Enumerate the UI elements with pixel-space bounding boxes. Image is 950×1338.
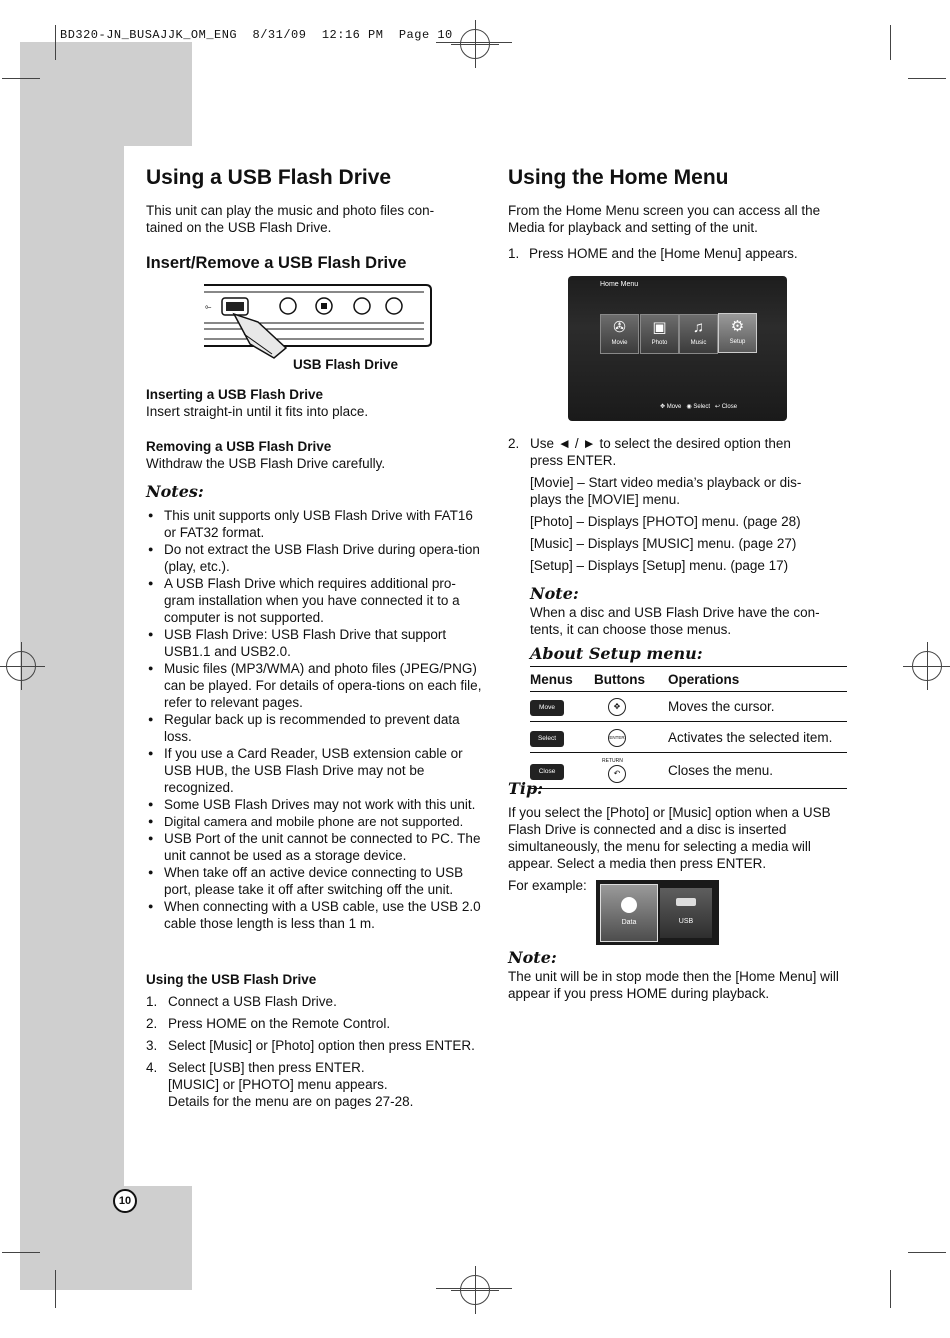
svg-text:⟜: ⟜ — [205, 302, 212, 311]
menu-tile-label: Movie — [611, 340, 628, 346]
step-number: 3. — [146, 1038, 158, 1053]
gear-icon: ⚙ — [730, 318, 745, 335]
notes-list — [146, 507, 484, 932]
list-item — [146, 993, 476, 1010]
move-button-icon: Move — [530, 700, 564, 716]
table-header-row — [530, 668, 847, 692]
menu-tile-photo[interactable] — [640, 314, 679, 354]
note2-heading: Note: — [508, 948, 557, 967]
film-reel-icon: ✇ — [613, 319, 626, 336]
note1-heading: Note: — [530, 584, 579, 603]
home-menu-title: Home Menu — [600, 281, 639, 288]
step-number: 1. — [146, 994, 158, 1009]
option-movie: [Movie] – Start video media’s playback or dis-plays the [MOVIE] menu. — [530, 475, 802, 507]
crop-mark — [890, 1270, 891, 1308]
return-button-label: RETURN — [602, 758, 623, 764]
picture-icon: ▣ — [652, 319, 667, 336]
using-steps — [146, 993, 476, 1115]
note2-text: The unit will be in stop mode then the [Home Menu] will appear if you press HOME during playback. — [508, 969, 839, 1001]
crop-mark — [2, 1252, 40, 1253]
menu-tile-label: Photo — [651, 340, 668, 346]
footer-move: Move — [666, 404, 682, 410]
table-cell — [530, 722, 594, 753]
step-text: Connect a USB Flash Drive. — [168, 994, 337, 1009]
registration-mark — [6, 651, 36, 681]
move-icon: ✥ — [660, 404, 666, 410]
list-item: ● A USB Flash Drive which requires additional pro-gram installation when you have connected it to a computer is not supported. — [146, 575, 484, 626]
home-menu-screen — [568, 276, 787, 421]
inserting-text: Insert straight-in until it fits into place. — [146, 404, 369, 419]
table-row — [530, 722, 847, 753]
return-icon: ↩ — [715, 404, 721, 410]
option-photo: [Photo] – Displays [PHOTO] menu. (page 28) — [530, 514, 801, 529]
menu-tile-setup[interactable] — [718, 313, 757, 353]
list-item: ● USB Flash Drive: USB Flash Drive that support USB1.1 and USB2.0. — [146, 626, 484, 660]
registration-mark — [912, 651, 942, 681]
list-item — [146, 1059, 476, 1110]
illustration-caption: USB Flash Drive — [293, 357, 399, 372]
disc-icon — [621, 897, 637, 913]
step-number: 2. — [508, 436, 520, 451]
crop-mark — [890, 25, 891, 60]
list-item — [146, 1037, 476, 1054]
enter-button-icon: ENTER — [608, 729, 626, 747]
table-row — [530, 753, 847, 789]
media-tile-data[interactable] — [600, 884, 658, 942]
table-header: Buttons — [594, 668, 668, 692]
footer-select: Select — [693, 404, 710, 410]
select-button-icon: Select — [530, 731, 564, 747]
table-header: Menus — [530, 668, 594, 692]
step-text: Select [USB] then press ENTER. — [168, 1060, 365, 1075]
music-note-icon: ♫ — [692, 319, 705, 336]
for-example-label: For example: — [508, 878, 587, 893]
note1-text: When a disc and USB Flash Drive have the con-tents, it can choose those menus. — [530, 605, 820, 637]
step-text: [MUSIC] or [PHOTO] menu appears. — [168, 1077, 388, 1092]
list-item: ● Do not extract the USB Flash Drive during opera-tion (play, etc.). — [146, 541, 484, 575]
menu-tile-music[interactable] — [679, 314, 718, 354]
crop-mark — [55, 1270, 56, 1308]
list-item: ● Some USB Flash Drives may not work with this unit. — [146, 796, 484, 813]
about-setup-heading: About Setup menu: — [530, 644, 703, 663]
right-step1 — [508, 245, 848, 262]
removing-block — [146, 438, 476, 472]
table-cell: Moves the cursor. — [668, 692, 847, 722]
table-cell — [594, 753, 668, 789]
step-number: 4. — [146, 1060, 158, 1075]
example-media-menu — [596, 880, 719, 945]
list-item: ● Music files (MP3/WMA) and photo files (JPEG/PNG) can be played. For details of opera-tions on each file, refer to relevant pages. — [146, 660, 484, 711]
return-button-icon: ↶ — [608, 765, 626, 783]
registration-mark — [460, 1275, 490, 1305]
option-music: [Music] – Displays [MUSIC] menu. (page 27) — [530, 536, 797, 551]
list-item: ● When connecting with a USB cable, use the USB 2.0 cable those length is less than 1 m. — [146, 898, 484, 932]
step-text: Use ◄ / ► to select the desired option then press ENTER. — [530, 436, 791, 468]
crop-mark — [2, 78, 40, 79]
step-text: Select [Music] or [Photo] option then press ENTER. — [168, 1038, 475, 1053]
table-cell — [594, 722, 668, 753]
step-text: Details for the menu are on pages 27-28. — [168, 1094, 414, 1109]
removing-text: Withdraw the USB Flash Drive carefully. — [146, 456, 386, 471]
removing-head: Removing a USB Flash Drive — [146, 439, 332, 454]
list-item: ● This unit supports only USB Flash Drive with FAT16 or FAT32 format. — [146, 507, 484, 541]
step-number: 2. — [146, 1016, 158, 1031]
crop-mark — [55, 25, 56, 60]
list-item: ● USB Port of the unit cannot be connected to PC. The unit cannot be used as a storage device. — [146, 830, 484, 864]
gray-band-top — [20, 42, 192, 146]
left-subtitle: Insert/Remove a USB Flash Drive — [146, 254, 407, 272]
list-item: ● Digital camera and mobile phone are not supported. — [146, 813, 484, 830]
crop-mark — [908, 1252, 946, 1253]
list-item: ● If you use a Card Reader, USB extension cable or USB HUB, the USB Flash Drive may not be recognized. — [146, 745, 484, 796]
media-tile-usb[interactable] — [660, 888, 712, 938]
about-setup-rule — [530, 666, 847, 667]
usb-icon — [676, 898, 696, 906]
registration-mark — [460, 29, 490, 59]
step-number: 1. — [508, 246, 520, 261]
inserting-head: Inserting a USB Flash Drive — [146, 387, 324, 402]
left-intro: This unit can play the music and photo files con-tained on the USB Flash Drive. — [146, 203, 435, 235]
media-tile-label: USB — [678, 918, 694, 925]
list-item: ● Regular back up is recommended to prevent data loss. — [146, 711, 484, 745]
crop-mark — [908, 78, 946, 79]
right-step2 — [508, 435, 848, 574]
table-cell: Activates the selected item. — [668, 722, 847, 753]
table-cell — [594, 692, 668, 722]
left-title: Using a USB Flash Drive — [146, 166, 392, 189]
table-cell: Closes the menu. — [668, 753, 847, 789]
menu-tile-label: Music — [690, 340, 707, 346]
list-item — [146, 1015, 476, 1032]
enter-icon: ◉ — [686, 404, 692, 410]
list-item: ● When take off an active device connecting to USB port, please take it off after switching off the unit. — [146, 864, 484, 898]
table-header: Operations — [668, 668, 847, 692]
notes-heading: Notes: — [146, 482, 204, 501]
media-tile-label: Data — [621, 919, 637, 926]
print-header: BD320-JN_BUSAJJK_OM_ENG 8/31/09 12:16 PM Page 10 — [60, 28, 453, 42]
tip-heading: Tip: — [508, 779, 544, 798]
right-title: Using the Home Menu — [508, 166, 729, 189]
home-menu-footer — [660, 403, 737, 410]
direction-pad-icon: ✥ — [608, 698, 626, 716]
tip-text: If you select the [Photo] or [Music] option when a USB Flash Drive is connected and a disc is inserted simultaneously, the menu for selecting a media will appear. Select a media then press ENTER. — [508, 805, 831, 871]
setup-table — [530, 668, 847, 789]
menu-tile-movie[interactable] — [600, 314, 639, 354]
option-setup: [Setup] – Displays [Setup] menu. (page 17) — [530, 558, 789, 573]
table-cell — [530, 692, 594, 722]
close-button-icon: Close — [530, 764, 564, 780]
step-text: Press HOME and the [Home Menu] appears. — [529, 246, 798, 261]
using-heading: Using the USB Flash Drive — [146, 972, 317, 987]
page-number: 10 — [113, 1189, 137, 1213]
step-text: Press HOME on the Remote Control. — [168, 1016, 391, 1031]
gray-band-bottom — [20, 1186, 192, 1290]
menu-tile-label: Setup — [729, 339, 746, 345]
inserting-block — [146, 386, 476, 420]
right-intro: From the Home Menu screen you can access all the Media for playback and setting of the unit. — [508, 203, 821, 235]
table-row — [530, 692, 847, 722]
footer-close: Close — [721, 404, 738, 410]
